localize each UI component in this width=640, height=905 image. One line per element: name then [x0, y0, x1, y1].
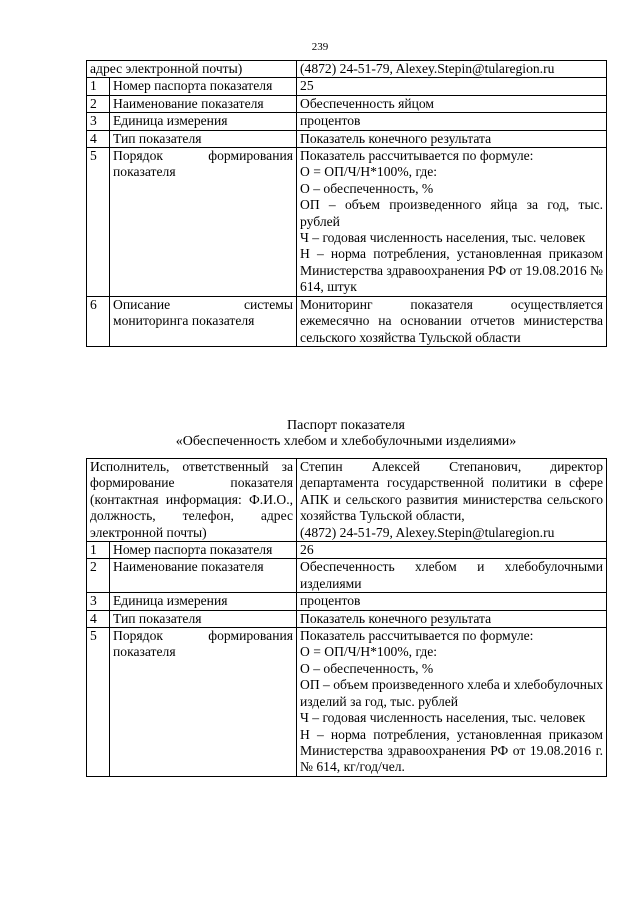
table-row — [87, 95, 607, 112]
row-value-cell — [297, 148, 607, 297]
table-row — [87, 610, 607, 627]
row-number-cell: 2 — [87, 559, 110, 593]
row-value-line: Ч – годовая численность населения, тыс. человек — [300, 230, 586, 246]
contact-value-cell: (4872) 24-51-79, Alexey.Stepin@tularegion.ru — [297, 61, 607, 78]
row-value-line: 25 — [300, 78, 314, 94]
row-number-cell: 2 — [87, 95, 110, 112]
table-row — [87, 113, 607, 130]
row-number-cell: 3 — [87, 593, 110, 610]
row-value-cell — [297, 296, 607, 346]
row-label-cell: Порядок формирования показателя — [110, 628, 297, 777]
executor-contact: (4872) 24-51-79, Alexey.Stepin@tularegion.ru — [300, 524, 555, 540]
row-value-cell — [297, 113, 607, 130]
row-value-line: О = ОП/Ч/Н*100%, где: — [300, 164, 438, 180]
section-title — [86, 418, 606, 450]
row-value-line: Показатель рассчитывается по формуле: — [300, 148, 534, 164]
page-number: 239 — [311, 41, 329, 53]
table-row — [87, 148, 607, 297]
row-value-line: Мониторинг показателя осуществляется ежемесячно на основании отчетов министерства сельского хозяйства Тульской области — [300, 296, 604, 345]
executor-value-cell — [297, 459, 607, 542]
row-label-cell: Порядок формирования показателя — [110, 148, 297, 297]
row-value-line: ОП – объем произведенного хлеба и хлебобулочных изделий за год, тыс. рублей — [300, 677, 604, 709]
row-label-cell: Единица измерения — [110, 593, 297, 610]
row-value-cell — [297, 542, 607, 559]
row-value-line: Обеспеченность хлебом и хлебобулочными изделиями — [300, 559, 604, 591]
row-value-line: Ч – годовая численность населения, тыс. человек — [300, 710, 586, 726]
executor-label-cell: Исполнитель, ответственный за формирование показателя (контактная информация: Ф.И.О., должность, телефон, адрес электронной почты) — [87, 459, 297, 542]
row-value-line: 26 — [300, 542, 314, 558]
row-value-cell — [297, 593, 607, 610]
row-value-cell — [297, 78, 607, 95]
row-value-line: Показатель рассчитывается по формуле: — [300, 628, 534, 644]
table-row-executor — [87, 459, 607, 542]
row-value-line: процентов — [300, 113, 361, 129]
row-value-cell — [297, 610, 607, 627]
row-label-cell: Тип показателя — [110, 610, 297, 627]
row-label-cell: Номер паспорта показателя — [110, 542, 297, 559]
indicator-passport-table-26 — [86, 458, 607, 777]
row-label-cell: Наименование показателя — [110, 95, 297, 112]
row-number-cell: 5 — [87, 628, 110, 777]
table-row — [87, 130, 607, 147]
indicator-passport-table-25 — [86, 60, 607, 347]
row-number-cell: 4 — [87, 130, 110, 147]
row-number-cell: 5 — [87, 148, 110, 297]
row-value-cell — [297, 559, 607, 593]
row-value-line: Показатель конечного результата — [300, 130, 492, 146]
row-number-cell: 1 — [87, 542, 110, 559]
row-number-cell: 3 — [87, 113, 110, 130]
table-row — [87, 628, 607, 777]
row-value-line: Н – норма потребления, установленная приказом Министерства здравоохранения РФ от 19.08.2016 № 614, штук — [300, 246, 604, 295]
row-value-cell — [297, 130, 607, 147]
table-row — [87, 296, 607, 346]
table-row — [87, 593, 607, 610]
row-value-line: О – обеспеченность, % — [300, 180, 434, 196]
row-value-line: процентов — [300, 593, 361, 609]
table-row-contact — [87, 61, 607, 78]
row-label-cell: Описание системы мониторинга показателя — [110, 296, 297, 346]
row-number-cell: 6 — [87, 296, 110, 346]
row-value-line: О – обеспеченность, % — [300, 660, 434, 676]
section-title-line1: Паспорт показателя — [287, 418, 405, 433]
row-label-cell: Тип показателя — [110, 130, 297, 147]
row-value-line: Н – норма потребления, установленная приказом Министерства здравоохранения РФ от 19.08.2016 г. № 614, кг/год/чел. — [300, 726, 604, 775]
row-value-line: Показатель конечного результата — [300, 610, 492, 626]
row-number-cell: 4 — [87, 610, 110, 627]
row-label-cell: Наименование показателя — [110, 559, 297, 593]
row-value-cell — [297, 95, 607, 112]
row-label-cell: Единица измерения — [110, 113, 297, 130]
row-number-cell: 1 — [87, 78, 110, 95]
contact-label-cell: адрес электронной почты) — [87, 61, 297, 78]
table-row — [87, 78, 607, 95]
row-value-cell — [297, 628, 607, 777]
table-row — [87, 542, 607, 559]
row-value-line: Обеспеченность яйцом — [300, 95, 435, 111]
row-value-line: О = ОП/Ч/Н*100%, где: — [300, 644, 438, 660]
executor-value: Степин Алексей Степанович, директор департамента государственной политики в сфере АПК и сельского развития министерства сельского хозяйства Тульской области, — [300, 459, 604, 524]
row-value-line: ОП – объем произведенного яйца за год, тыс. рублей — [300, 197, 604, 229]
section-title-line2: «Обеспеченность хлебом и хлебобулочными изделиями» — [175, 434, 517, 449]
row-label-cell: Номер паспорта показателя — [110, 78, 297, 95]
table-row — [87, 559, 607, 593]
